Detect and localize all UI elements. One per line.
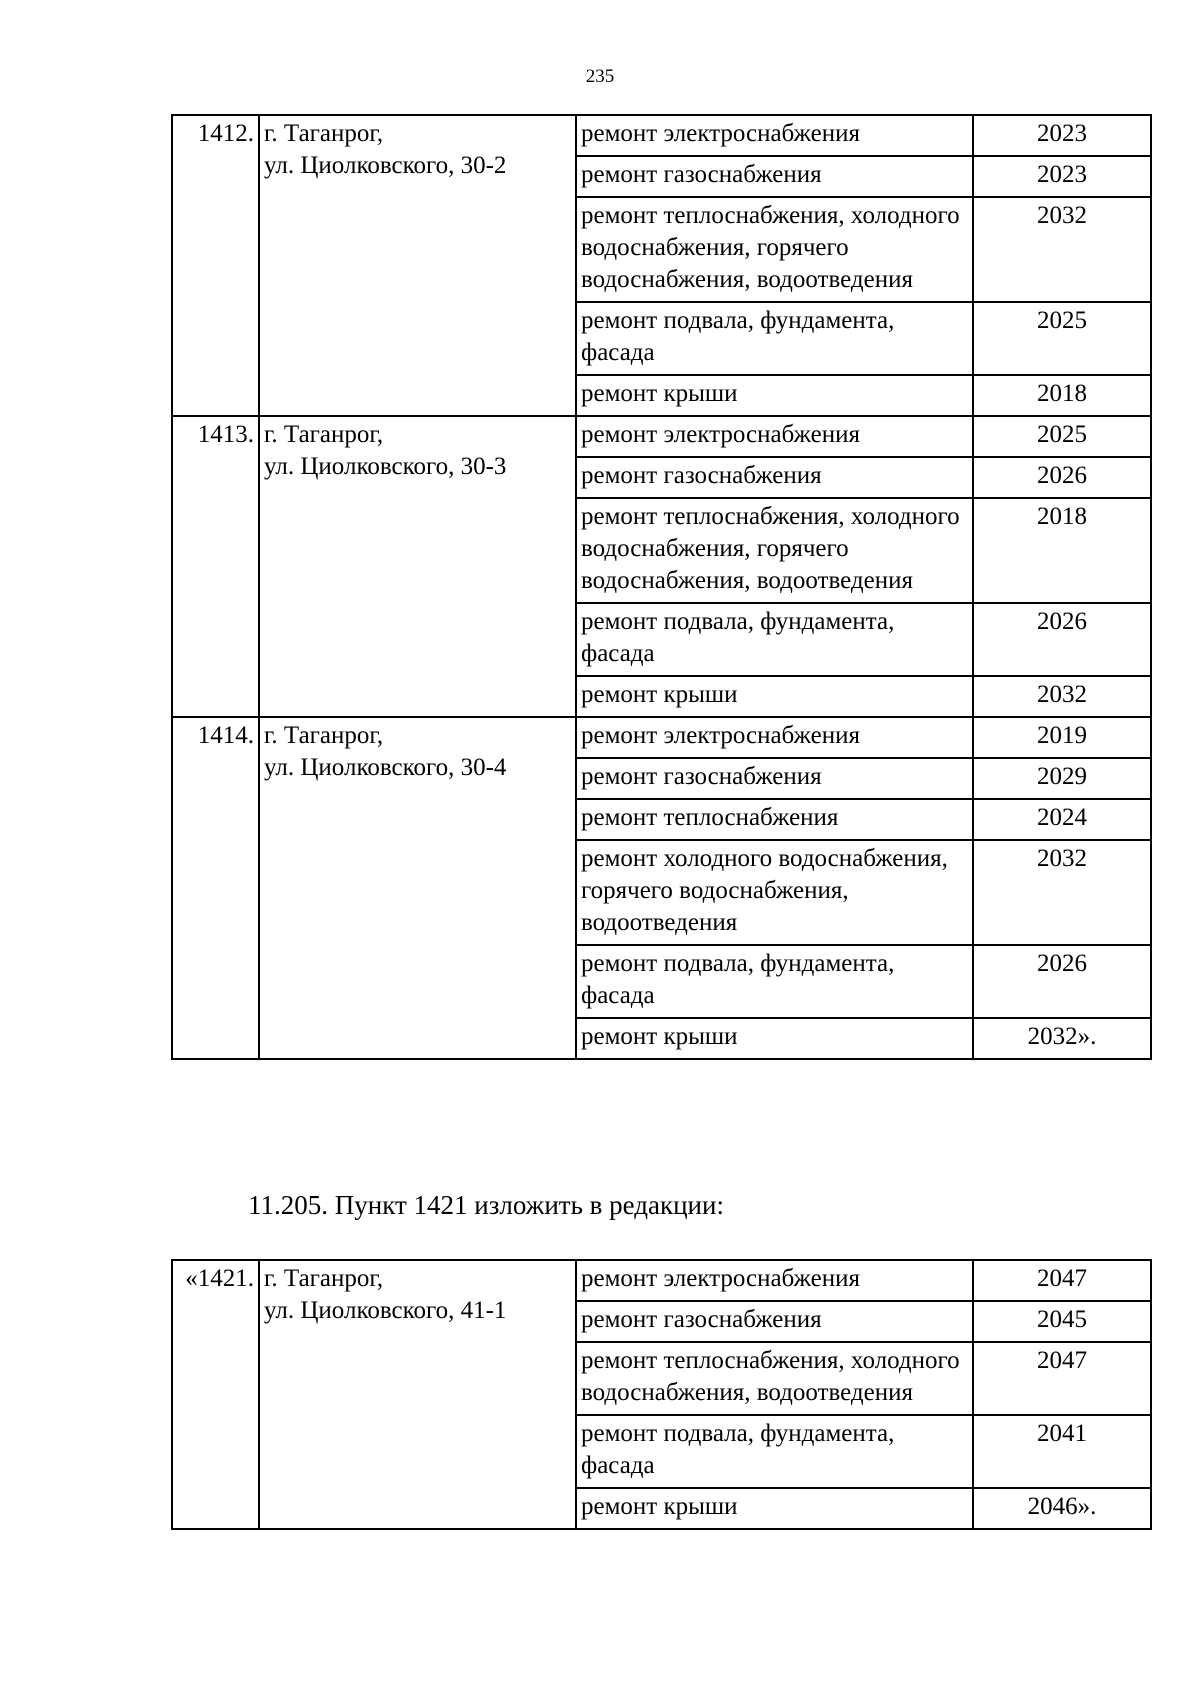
work-type: ремонт газоснабжения — [576, 1301, 973, 1342]
item-number: 1414. — [172, 717, 259, 1059]
work-type: ремонт теплоснабжения, холодного водоснабжения, горячего водоснабжения, водоотведения — [576, 498, 973, 603]
work-year: 2026 — [973, 603, 1151, 676]
item-address: г. Таганрог, ул. Циолковского, 30-3 — [259, 416, 576, 717]
work-year: 2025 — [973, 302, 1151, 375]
repair-schedule-table-2 — [171, 1259, 1152, 1530]
work-year: 2032 — [973, 197, 1151, 302]
page-number: 235 — [585, 66, 615, 87]
work-type: ремонт подвала, фундамента, фасада — [576, 302, 973, 375]
work-year: 2032 — [973, 840, 1151, 945]
work-type: ремонт теплоснабжения — [576, 799, 973, 840]
work-type: ремонт подвала, фундамента, фасада — [576, 603, 973, 676]
work-type: ремонт электроснабжения — [576, 416, 973, 457]
work-year: 2045 — [973, 1301, 1151, 1342]
amendment-paragraph: 11.205. Пункт 1421 изложить в редакции: — [248, 1190, 724, 1220]
work-type: ремонт крыши — [576, 676, 973, 717]
work-year: 2032 — [973, 676, 1151, 717]
work-year: 2023 — [973, 115, 1151, 156]
item-number: 1413. — [172, 416, 259, 717]
work-year: 2047 — [973, 1260, 1151, 1301]
work-type: ремонт газоснабжения — [576, 457, 973, 498]
work-type: ремонт электроснабжения — [576, 115, 973, 156]
work-year: 2046». — [973, 1488, 1151, 1529]
item-number: «1421. — [172, 1260, 259, 1529]
work-type: ремонт подвала, фундамента, фасада — [576, 1415, 973, 1488]
work-year: 2047 — [973, 1342, 1151, 1415]
item-number: 1412. — [172, 115, 259, 416]
work-type: ремонт электроснабжения — [576, 717, 973, 758]
item-address: г. Таганрог, ул. Циолковского, 30-4 — [259, 717, 576, 1059]
work-type: ремонт газоснабжения — [576, 758, 973, 799]
work-year: 2018 — [973, 498, 1151, 603]
work-type: ремонт электроснабжения — [576, 1260, 973, 1301]
work-year: 2029 — [973, 758, 1151, 799]
work-year: 2032». — [973, 1018, 1151, 1059]
table-row — [172, 416, 1151, 457]
work-type: ремонт крыши — [576, 375, 973, 416]
work-year: 2025 — [973, 416, 1151, 457]
work-type: ремонт газоснабжения — [576, 156, 973, 197]
work-year: 2026 — [973, 457, 1151, 498]
work-type: ремонт подвала, фундамента, фасада — [576, 945, 973, 1018]
work-year: 2023 — [973, 156, 1151, 197]
table-row — [172, 1260, 1151, 1301]
work-type: ремонт теплоснабжения, холодного водоснабжения, водоотведения — [576, 1342, 973, 1415]
work-type: ремонт крыши — [576, 1488, 973, 1529]
work-year: 2019 — [973, 717, 1151, 758]
item-address: г. Таганрог, ул. Циолковского, 41-1 — [259, 1260, 576, 1529]
work-year: 2041 — [973, 1415, 1151, 1488]
repair-schedule-table-1 — [171, 114, 1152, 1060]
item-address: г. Таганрог, ул. Циолковского, 30-2 — [259, 115, 576, 416]
table-row — [172, 115, 1151, 156]
work-type: ремонт теплоснабжения, холодного водоснабжения, горячего водоснабжения, водоотведения — [576, 197, 973, 302]
work-year: 2024 — [973, 799, 1151, 840]
work-year: 2026 — [973, 945, 1151, 1018]
work-type: ремонт крыши — [576, 1018, 973, 1059]
work-year: 2018 — [973, 375, 1151, 416]
table-row — [172, 717, 1151, 758]
work-type: ремонт холодного водоснабжения, горячего водоснабжения, водоотведения — [576, 840, 973, 945]
